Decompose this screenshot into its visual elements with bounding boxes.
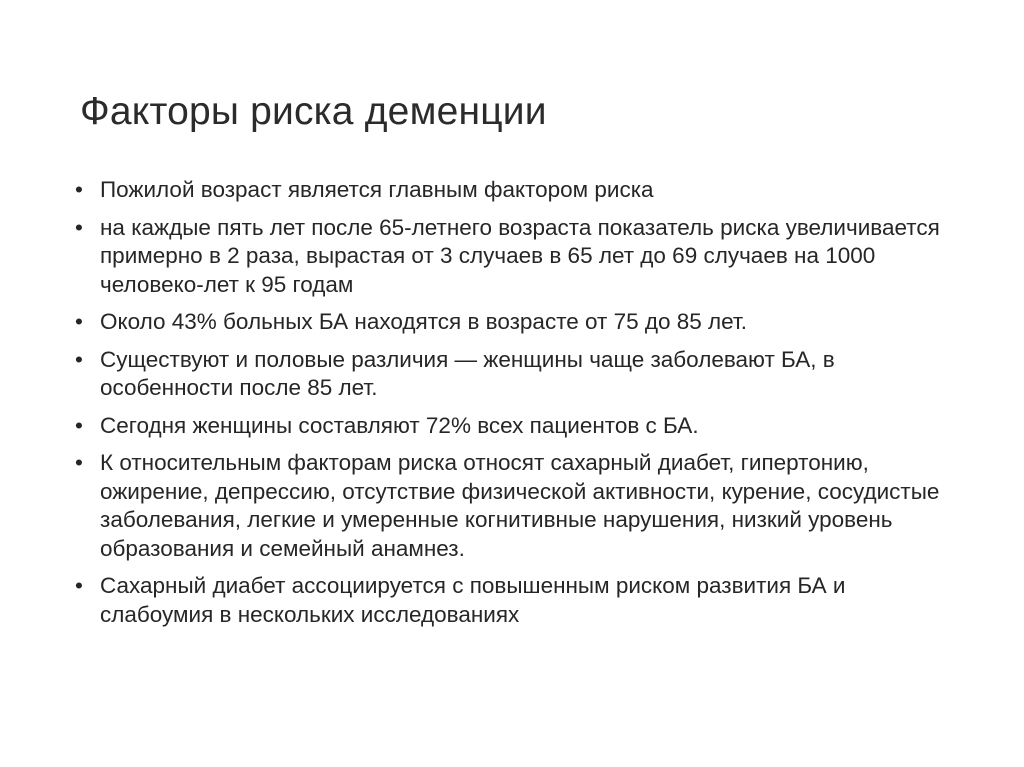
bullet-item bbox=[75, 572, 955, 629]
bullet-item bbox=[75, 412, 955, 441]
bullet-text: Сегодня женщины составляют 72% всех пациентов с БА. bbox=[100, 412, 699, 438]
bullet-text: Пожилой возраст является главным фактором риска bbox=[100, 177, 654, 202]
slide-title: Факторы риска деменции bbox=[80, 90, 547, 133]
bullet-text: Сахарный диабет ассоциируется с повышенным риском развития БА и слабоумия в нескольких исследованиях bbox=[100, 573, 846, 627]
bullet-dot-icon: • bbox=[75, 412, 83, 438]
bullet-item bbox=[75, 346, 955, 403]
bullet-dot-icon: • bbox=[75, 573, 83, 598]
bullet-text: Существуют и половые различия — женщины чаще заболевают БА, в особенности после 85 лет. bbox=[100, 346, 835, 400]
bullet-text: К относительным факторам риска относят сахарный диабет, гипертонию, ожирение, депрессию, отсутствие физической активности, курение, сосудистые заболевания, легкие и умеренные когнитивные нарушения, низкий уровень образования и семейный анамнез. bbox=[100, 450, 940, 561]
bullet-list bbox=[75, 176, 955, 638]
bullet-dot-icon: • bbox=[75, 177, 83, 202]
bullet-item bbox=[75, 214, 955, 300]
bullet-item bbox=[75, 176, 955, 205]
bullet-dot-icon: • bbox=[75, 309, 83, 334]
bullet-dot-icon: • bbox=[75, 214, 83, 240]
bullet-dot-icon: • bbox=[75, 450, 83, 475]
bullet-item bbox=[75, 308, 955, 337]
bullet-item bbox=[75, 449, 955, 563]
bullet-text: на каждые пять лет после 65-летнего возраста показатель риска увеличивается примерно в 2 раза, вырастая от 3 случаев в 65 лет до 69 случаев на 1000 человеко-лет к 95 годам bbox=[100, 214, 940, 297]
bullet-text: Около 43% больных БА находятся в возрасте от 75 до 85 лет. bbox=[100, 309, 747, 334]
bullet-dot-icon: • bbox=[75, 346, 83, 372]
